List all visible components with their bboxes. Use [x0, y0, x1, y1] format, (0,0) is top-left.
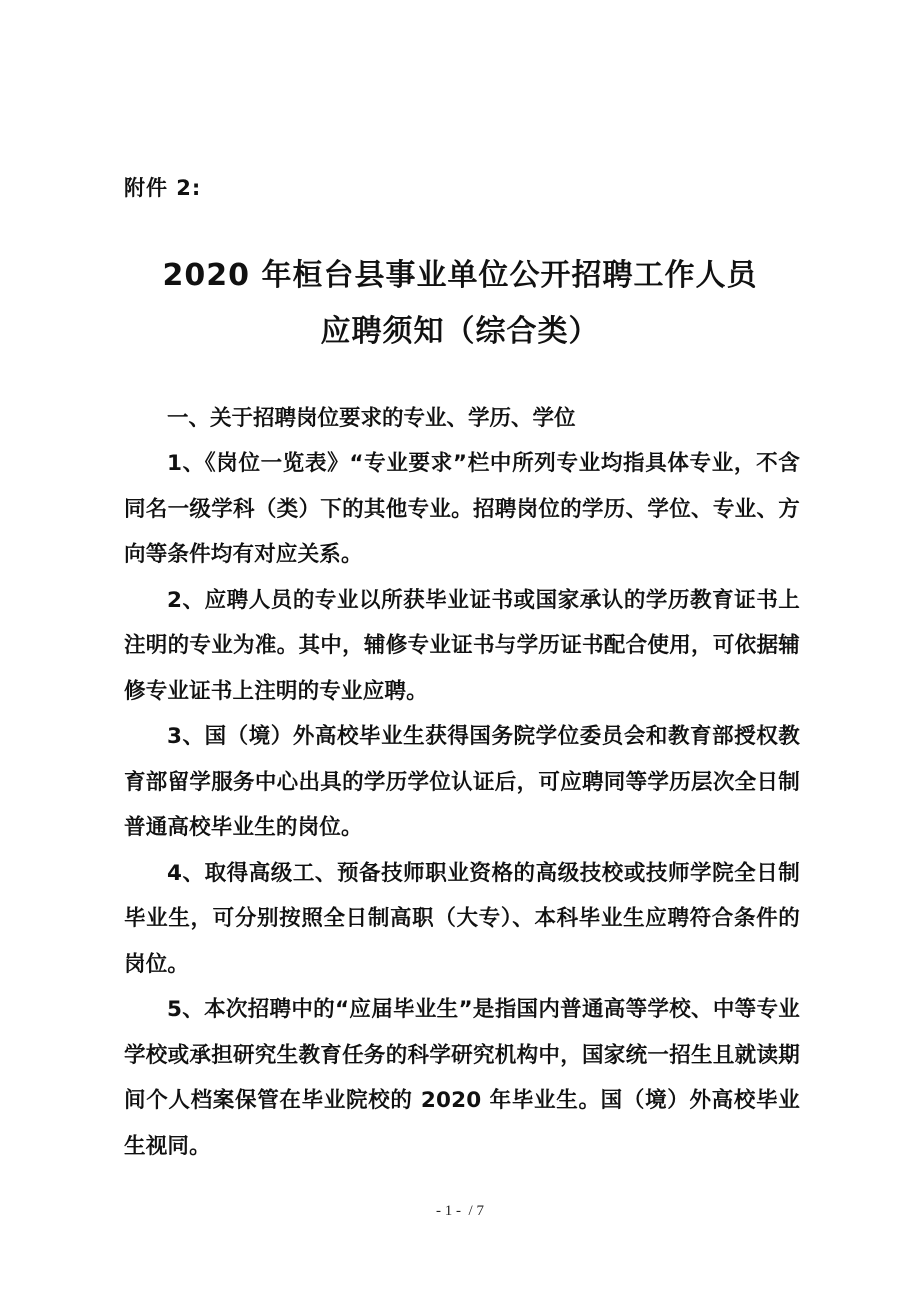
paragraph-2: 2、应聘人员的专业以所获毕业证书或国家承认的学历教育证书上注明的专业为准。其中，辅修专业证书与学历证书配合使用，可依据辅修专业证书上注明的专业应聘。 — [124, 587, 800, 704]
paragraph-1: 1、《岗位一览表》“专业要求”栏中所列专业均指具体专业，不含同名一级学科（类）下的其他专业。招聘岗位的学历、学位、专业、方向等条件均有对应关系。 — [124, 451, 800, 567]
paragraph-5: 5、本次招聘中的“应届毕业生”是指国内普通高等学校、中等专业学校或承担研究生教育任务的科学研究机构中，国家统一招生且就读期间个人档案保管在毕业院校的 2020 年毕业生。国（境）外高校毕业生视同。 — [124, 997, 800, 1159]
attachment-label: 附件 2: — [124, 176, 202, 200]
document-title-line-2: 应聘须知（综合类） — [320, 314, 600, 349]
document-title-line-1: 2020 年桓台县事业单位公开招聘工作人员 — [162, 258, 758, 293]
section-heading: 一、关于招聘岗位要求的专业、学历、学位 — [167, 406, 576, 431]
paragraph-3: 3、国（境）外高校毕业生获得国务院学位委员会和教育部授权教育部留学服务中心出具的学历学位认证后，可应聘同等学历层次全日制普通高校毕业生的岗位。 — [124, 724, 800, 840]
document-body — [124, 399, 800, 1169]
page-number: - 1 - / 7 — [436, 1203, 484, 1219]
paragraph-4: 4、取得高级工、预备技师职业资格的高级技校或技师学院全日制毕业生，可分别按照全日制高职（大专）、本科毕业生应聘符合条件的岗位。 — [124, 860, 800, 977]
